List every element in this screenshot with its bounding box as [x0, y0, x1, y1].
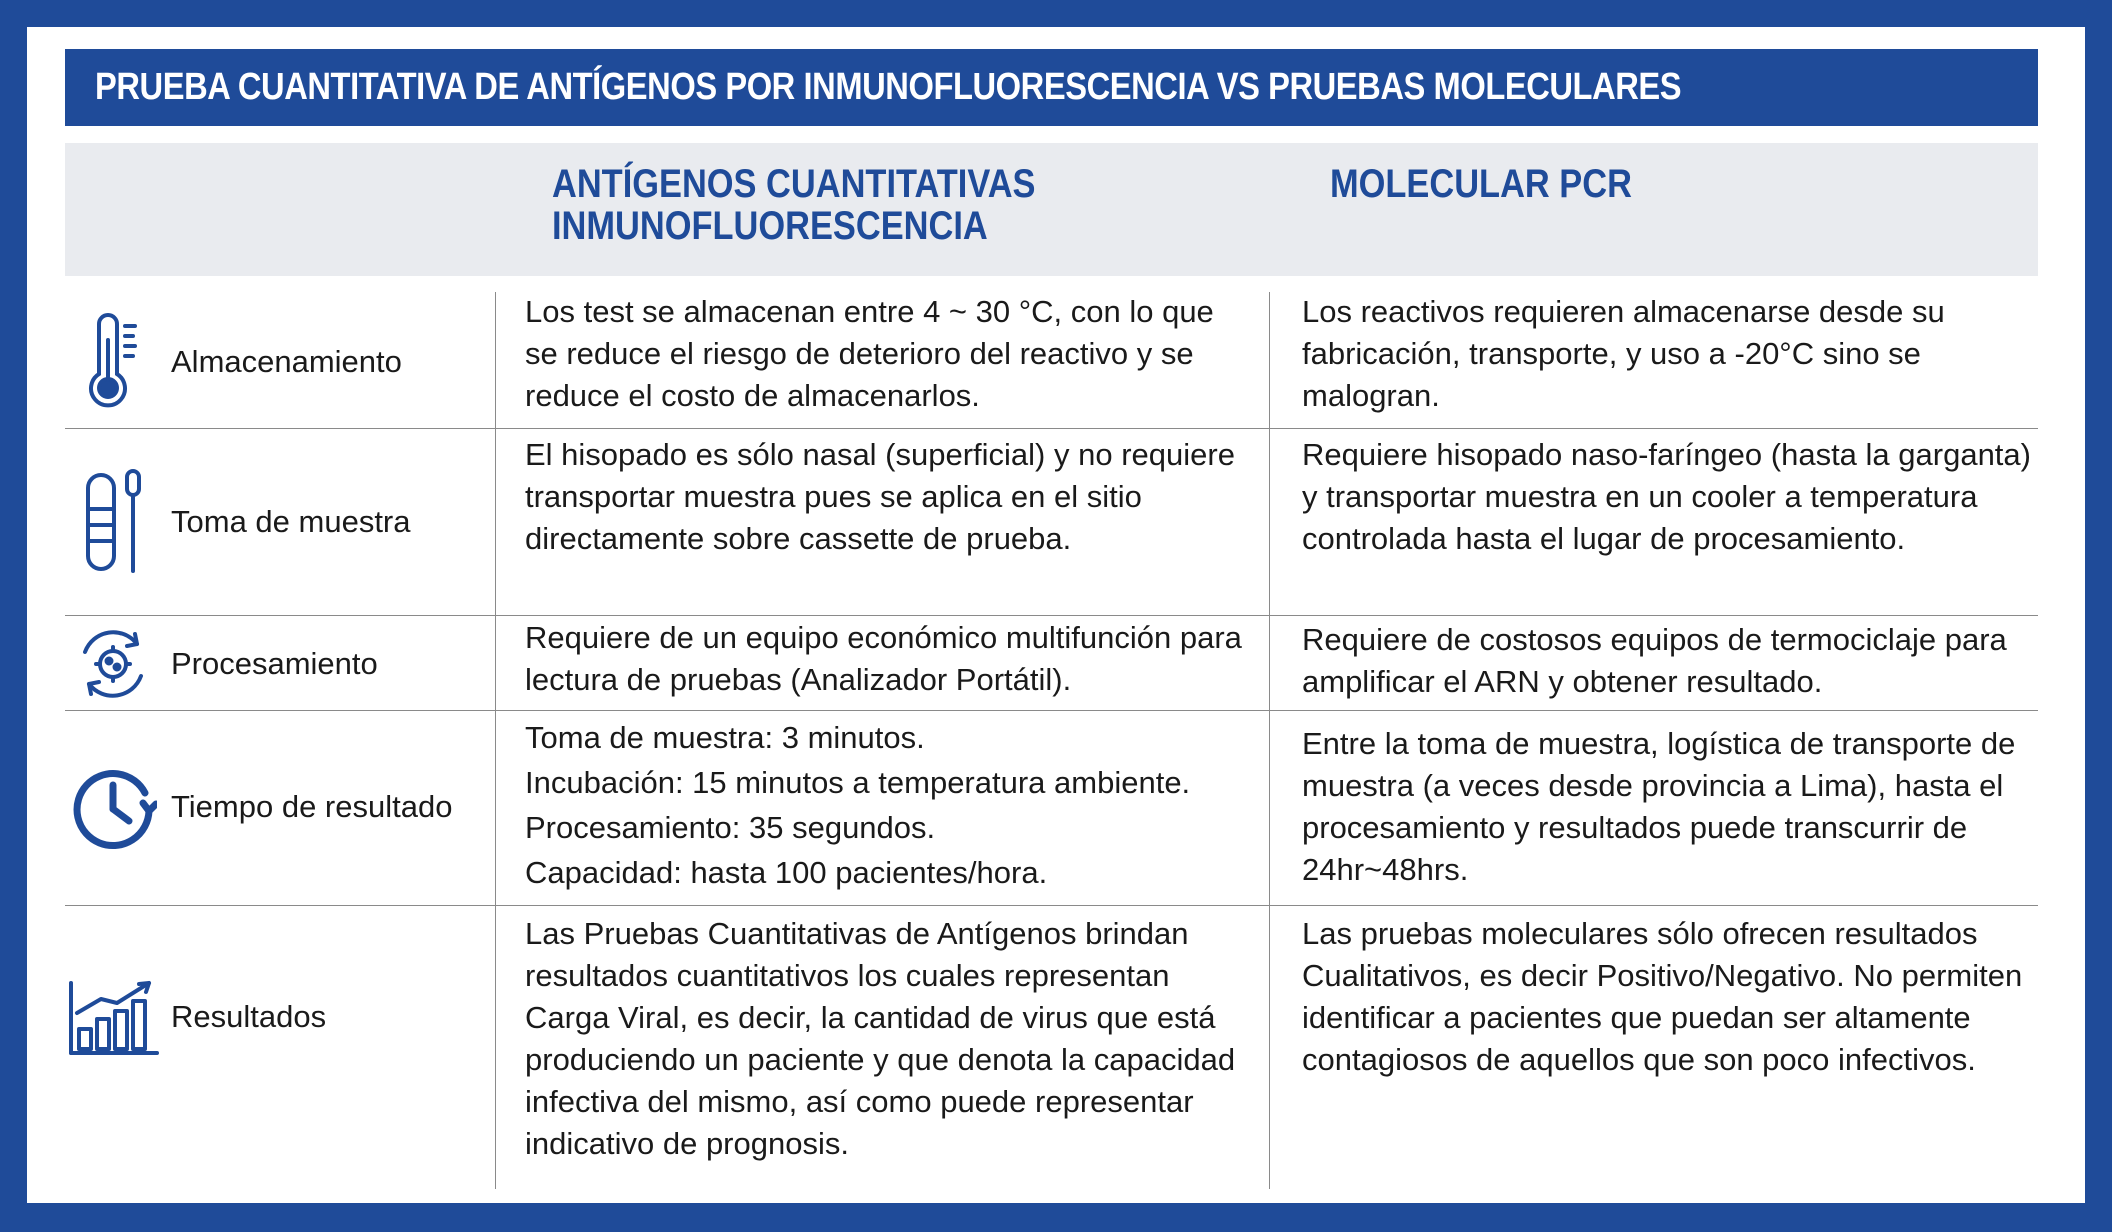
page-title: PRUEBA CUANTITATIVA DE ANTÍGENOS POR INMUNOFLUORESCENCIA VS PRUEBAS MOLECULARES — [65, 49, 2038, 126]
row-divider — [65, 710, 2038, 711]
antigen-time-line: Toma de muestra: 3 minutos. — [525, 720, 925, 755]
cell-molecular-procesamiento: Requiere de costosos equipos de termociclaje para amplificar el ARN y obtener resultado. — [1302, 622, 2007, 699]
antigen-time-line: Procesamiento: 35 segundos. — [525, 810, 936, 845]
column-header-molecular: MOLECULAR PCR — [1330, 162, 1632, 206]
cell-antigen-almacenamiento: Los test se almacenan entre 4 ~ 30 °C, con lo que se reduce el riesgo de deterioro del reactivo y se reduce el costo de almacenarlos. — [525, 294, 1214, 413]
row-label-almacenamiento: Almacenamiento — [171, 344, 402, 379]
column-header-bar — [65, 143, 2038, 276]
thermometer-icon — [65, 307, 161, 417]
test-tube-swab-icon — [65, 437, 161, 607]
column-header-antigen: ANTÍGENOS CUANTITATIVAS INMUNOFLUORESCENCIA — [552, 162, 1036, 248]
antigen-time-line: Incubación: 15 minutos a temperatura ambiente. — [525, 765, 1191, 800]
column-divider — [495, 292, 496, 1189]
row-divider — [65, 428, 2038, 429]
row-label-procesamiento: Procesamiento — [171, 646, 378, 681]
row-label-toma-de-muestra: Toma de muestra — [171, 504, 411, 539]
cell-antigen-resultados: Las Pruebas Cuantitativas de Antígenos brindan resultados cuantitativos los cuales representan Carga Viral, es decir, la cantidad de virus que está produciendo un paciente y que denota la capacidad infectiva del mismo, así como puede representar indicativo de prognosis. — [525, 916, 1236, 1161]
row-label-tiempo-de-resultado: Tiempo de resultado — [171, 789, 453, 824]
bar-chart-growth-icon — [65, 947, 161, 1087]
virus-cycle-icon — [65, 619, 161, 709]
cell-antigen-procesamiento: Requiere de un equipo económico multifunción para lectura de pruebas (Analizador Portátil). — [525, 620, 1242, 697]
cell-molecular-resultados: Las pruebas moleculares sólo ofrecen resultados Cualitativos, es decir Positivo/Negativo. No permiten identificar a pacientes que puedan ser altamente contagiosos de aquellos que son poco infectivos. — [1302, 916, 2023, 1077]
row-label-resultados: Resultados — [171, 999, 327, 1034]
cell-molecular-tiempo-de-resultado: Entre la toma de muestra, logística de transporte de muestra (a veces desde provincia a Lima), hasta el procesamiento y resultados puede transcurrir de 24hr~48hrs. — [1302, 726, 2016, 887]
cell-antigen-toma-de-muestra: El hisopado es sólo nasal (superficial) y no requiere transportar muestra pues se aplica en el sitio directamente sobre cassette de prueba. — [525, 437, 1235, 556]
cell-molecular-toma-de-muestra: Requiere hisopado naso-faríngeo (hasta la garganta) y transportar muestra en un cooler a temperatura controlada hasta el lugar de procesamiento. — [1302, 437, 2031, 556]
cell-antigen-tiempo-de-resultado — [525, 715, 1285, 895]
comparison-panel — [27, 27, 2085, 1203]
antigen-time-line: Capacidad: hasta 100 pacientes/hora. — [525, 855, 1048, 890]
clock-icon — [65, 717, 161, 897]
cell-molecular-almacenamiento: Los reactivos requieren almacenarse desde su fabricación, transporte, y uso a -20°C sino se malogran. — [1302, 294, 1945, 413]
row-divider — [65, 905, 2038, 906]
row-divider — [65, 615, 2038, 616]
